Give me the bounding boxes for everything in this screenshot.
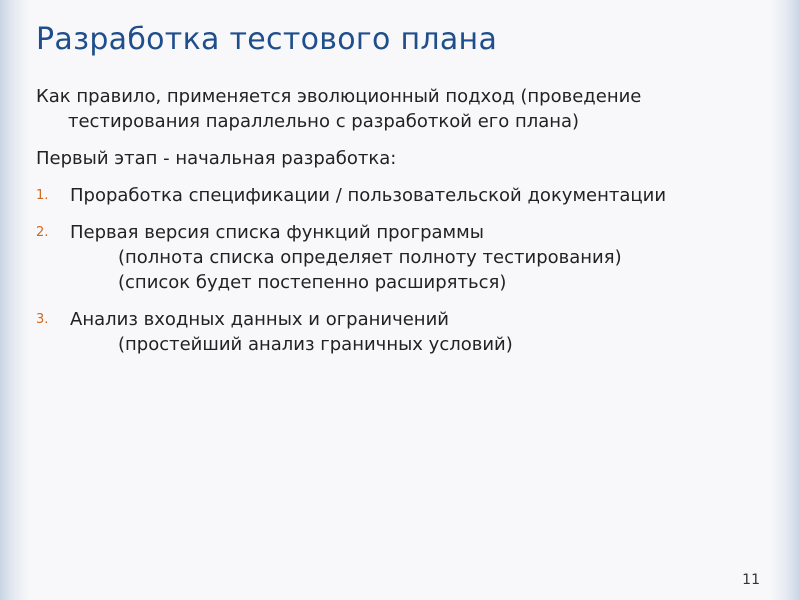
list-item-2-note-2: (список будет постепенно расширяться) [118, 272, 507, 293]
list-item-3-text: Анализ входных данных и ограничений [70, 309, 449, 330]
page-number: 11 [742, 572, 760, 588]
list-item-2 [36, 220, 766, 295]
stage-heading: Первый этап - начальная разработка: [36, 148, 397, 169]
steps-list [36, 183, 766, 357]
slide-title: Разработка тестового плана [36, 22, 498, 57]
list-number-1: 1. [36, 188, 49, 203]
list-item-2-text: Первая версия списка функций программы [70, 222, 484, 243]
intro-line-1: Как правило, применяется эволюционный подход (проведение [36, 86, 642, 107]
list-item-3-note-1: (простейший анализ граничных условий) [118, 334, 513, 355]
list-item-1-text: Проработка спецификации / пользовательской документации [70, 185, 667, 206]
slide-content [36, 84, 766, 369]
intro-line-2: тестирования параллельно с разработкой его плана) [68, 111, 580, 132]
list-number-2: 2. [36, 225, 49, 240]
list-item-2-note-1: (полнота списка определяет полноту тестирования) [118, 247, 622, 268]
intro-paragraph [36, 84, 766, 134]
list-item-1 [36, 183, 766, 208]
list-item-3 [36, 307, 766, 357]
list-number-3: 3. [36, 312, 49, 327]
